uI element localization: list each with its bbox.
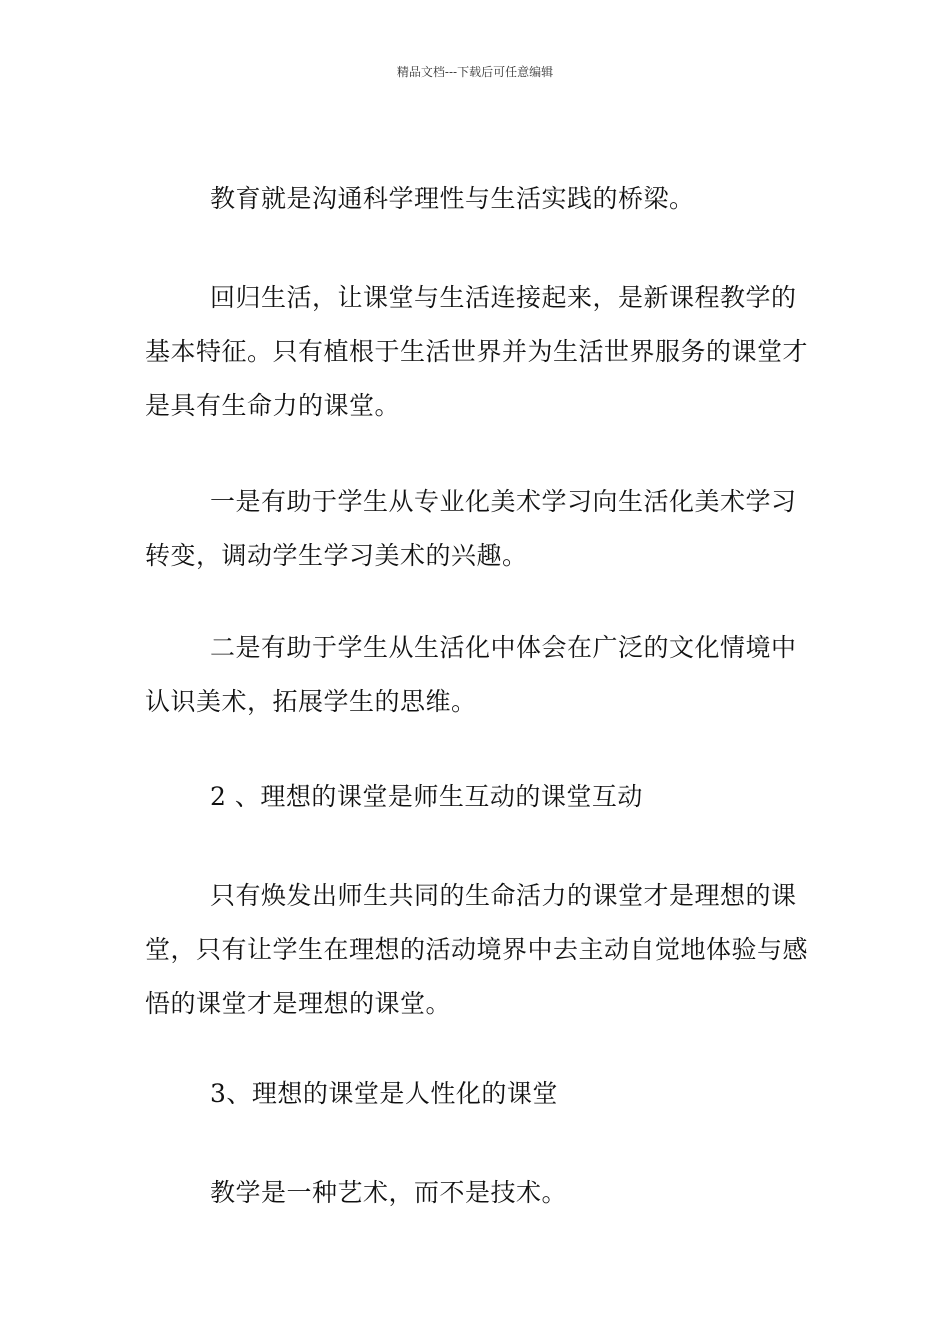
paragraph-ideal-classroom: 只有焕发出师生共同的生命活力的课堂才是理想的课堂，只有让学生在理想的活动境界中去主动自觉地体验与感悟的课堂才是理想的课堂。 [145,881,809,1018]
paragraph-education-bridge: 教育就是沟通科学理性与生活实践的桥梁。 [210,184,695,213]
section-heading-2: 2 、理想的课堂是师生互动的课堂互动 [210,782,643,811]
paragraph-point-two: 二是有助于学生从生活化中体会在广泛的文化情境中认识美术，拓展学生的思维。 [145,633,797,716]
paragraph-teaching-art: 教学是一种艺术，而不是技术。 [210,1178,568,1207]
section-heading-3: 3、理想的课堂是人性化的课堂 [210,1079,558,1108]
paragraph-point-one: 一是有助于学生从专业化美术学习向生活化美术学习转变，调动学生学习美术的兴趣。 [145,487,797,570]
paragraph-return-to-life: 回归生活，让课堂与生活连接起来，是新课程教学的基本特征。只有植根于生活世界并为生活世界服务的课堂才是具有生命力的课堂。 [145,283,809,420]
page-header: 精品文档---下载后可任意编辑 [396,65,554,79]
